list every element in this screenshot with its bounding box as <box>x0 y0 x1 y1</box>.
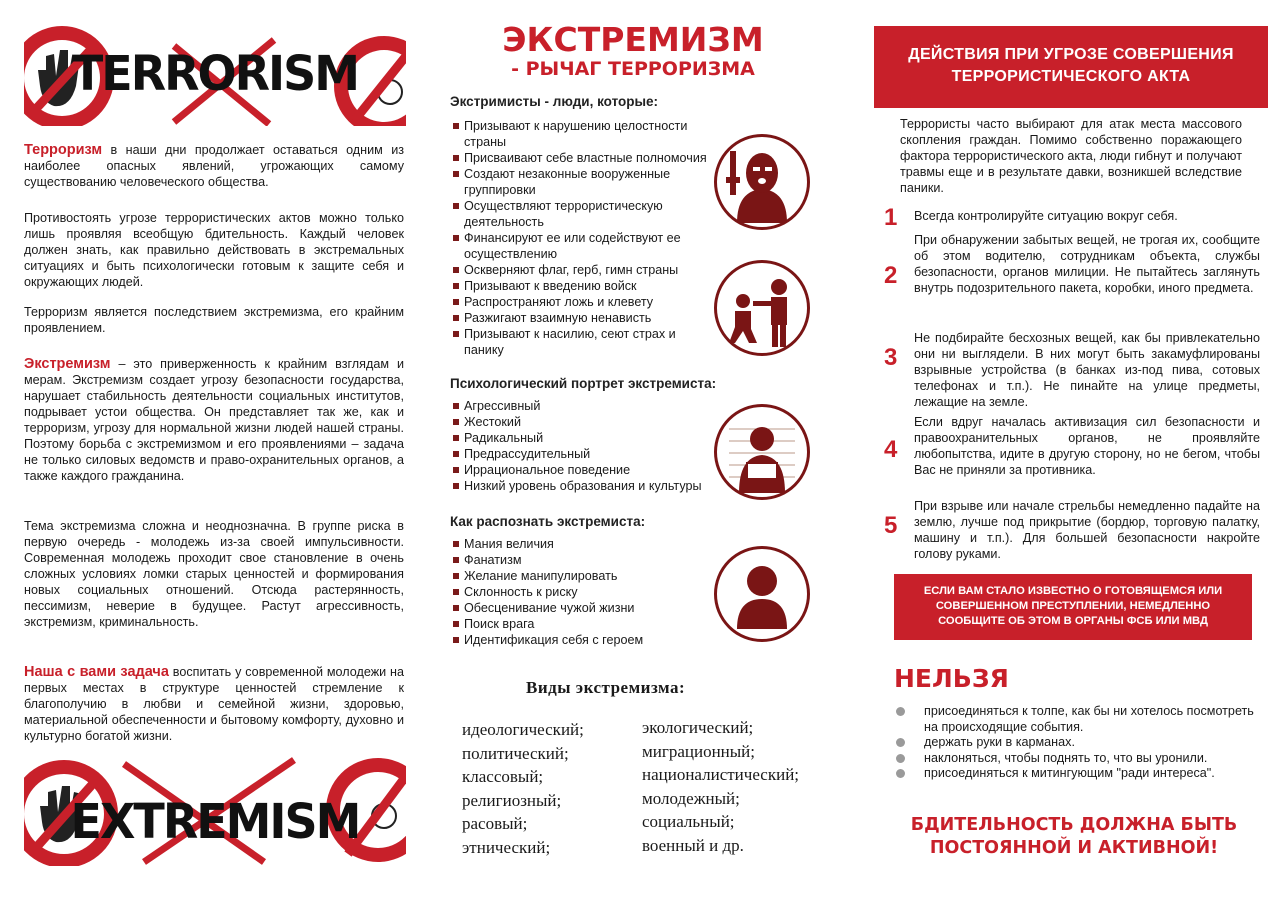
list-item: Предрассудительный <box>452 446 714 462</box>
list-item: Поиск врага <box>452 616 714 632</box>
list-item: Жестокий <box>452 414 714 430</box>
extremism-type: этнический; <box>462 837 551 857</box>
step-text: Всегда контролируйте ситуацию вокруг себя. <box>914 209 1178 223</box>
extremism-type: националистический; <box>642 765 800 784</box>
paragraph-our-task: Наша с вами задача воспитать у современной молодежи на первых местах в структуре ценностей стремление к благополучию в любви и семейной жизни, здоровью, материальной обеспеченности и бытовому комфорту, духовно и культурно богатой жизни. <box>24 664 405 743</box>
paragraph-terrorism-intro: Терроризм в наши дни продолжает оставаться одним из наиболее опасных явлений, угрожающих самому существованию человеческого общества. <box>24 142 404 189</box>
list-item: Финансируют ее или содействуют ее осуществлению <box>452 230 714 262</box>
paragraph-youth: Тема экстремизма сложна и неоднозначна. В группе риска в первую очередь - молодежь из-за своей импульсивности. Современная молодежь проходит свое становление в очень сложных условиях ломки старых ценностей и формирования новых социальных отношений. Отсюда растерянность, пессимизм, неверие в будущее. Растут агрессивность, экстремизм, криминальность. <box>24 519 404 629</box>
step-text: При обнаружении забытых вещей, не трогая их, сообщите об этом водителю, сотрудникам объекта, службы безопасности, органов милиции. Не пытайтесь заглянуть внутрь подозрительного пакета, коробки, иного предмета. <box>914 233 1260 295</box>
extremism-type: экологический; <box>642 718 754 737</box>
extremism-banner <box>24 754 406 866</box>
heading-forbidden: НЕЛЬЗЯ <box>894 664 1009 693</box>
list-item: Обесценивание чужой жизни <box>452 600 714 616</box>
list-item: Иррациональное поведение <box>452 462 714 478</box>
step-text: При взрыве или начале стрельбы немедленно падайте на землю, лучше под прикрытие (бордюр, торговую палатку, машину и т.п.). Для большей безопасности накройте голову руками. <box>914 499 1260 561</box>
list-item: Присваивают себе властные полномочия <box>452 150 714 166</box>
list-item: Мания величия <box>452 536 714 552</box>
list-item: Призывают к нарушению целостности страны <box>452 118 714 150</box>
extremism-type: социальный; <box>642 812 735 831</box>
banner-word-extremism: EXTREMISM <box>70 792 360 850</box>
terrorism-banner <box>24 26 406 126</box>
title-extremism: ЭКСТРЕМИЗМ <box>502 20 764 59</box>
heading-psych-portrait: Психологический портрет экстремиста: <box>450 376 717 391</box>
step-number: 3 <box>884 344 898 371</box>
paragraph-vigilance: Противостоять угрозе террористических актов можно только лишь проявляя всеобщую бдительность. Каждый человек должен знать, как правильно действовать в экстремальных ситуациях и быть психологически готовым к защите себя и окружающих людей. <box>24 211 404 289</box>
extremism-type: расовый; <box>462 814 528 833</box>
extremism-type: миграционный; <box>642 741 756 761</box>
types-list-left <box>462 718 584 859</box>
heading-types: Виды экстремизма: <box>526 678 686 697</box>
list-forbidden <box>894 704 1264 782</box>
list-item: Идентификация себя с героем <box>452 632 714 648</box>
list-item: Оскверняют флаг, герб, гимн страны <box>452 262 714 278</box>
list-item: Призывают к введению войск <box>452 278 714 294</box>
extremism-type: молодежный; <box>642 788 740 808</box>
list-item: Призывают к насилию, сеют страх и панику <box>452 326 714 358</box>
extremism-type: идеологический; <box>462 720 584 739</box>
list-item: присоединяться к толпе, как бы ни хотелось посмотреть на происходящие события. <box>894 704 1264 735</box>
list-item: Радикальный <box>452 430 714 446</box>
list-item: Агрессивный <box>452 398 714 414</box>
list-item: наклоняться, чтобы поднять то, что вы уронили. <box>894 751 1264 767</box>
list-recognize <box>452 536 714 648</box>
list-item: Разжигают взаимную ненависть <box>452 310 714 326</box>
list-psych-portrait <box>452 398 714 494</box>
list-item: Склонность к риску <box>452 584 714 600</box>
footer-vigilance: БДИТЕЛЬНОСТЬ ДОЛЖНА БЫТЬ ПОСТОЯННОЙ И АКТИВНОЙ! <box>910 815 1238 858</box>
step-text: Не подбирайте бесхозных вещей, как бы привлекательно они ни выглядели. В них могут быть закамуфлированы взрывные устройства (в банках из-под пива, сотовых телефонах и т.п.). Не пинайте на улице предметы, лежащие на земле. <box>914 331 1260 409</box>
paragraph-intro-crowds: Террористы часто выбирают для атак места массового скопления граждан. Помимо собственно поражающего фактора террористического акта, люди гибнут и получают травмы еще и в результате давки, возникшей вследствие паники. <box>900 117 1242 195</box>
list-item: держать руки в карманах. <box>894 735 1264 751</box>
banner-word-terrorism: TERRORISM <box>71 44 359 102</box>
subtitle-lever: - РЫЧАГ ТЕРРОРИЗМА <box>511 58 755 80</box>
step-number: 4 <box>884 436 898 463</box>
middle-column <box>448 0 838 905</box>
heading-recognize: Как распознать экстремиста: <box>450 514 646 529</box>
right-column <box>874 0 1268 905</box>
list-extremists-actions <box>452 118 714 358</box>
list-item: Распространяют ложь и клевету <box>452 294 714 310</box>
step-number: 5 <box>884 512 898 539</box>
list-item: Создают незаконные вооруженные группировки <box>452 166 714 198</box>
left-column <box>24 0 406 905</box>
list-item: Желание манипулировать <box>452 568 714 584</box>
heading-extremists-are: Экстримисты - люди, которые: <box>450 94 659 109</box>
extremism-type: военный и др. <box>642 835 744 855</box>
paragraph-consequence: Терроризм является последствием экстремизма, его крайним проявлением. <box>24 305 404 335</box>
step-number: 2 <box>884 262 898 289</box>
header-actions-threat: ДЕЙСТВИЯ ПРИ УГРОЗЕ СОВЕРШЕНИЯ ТЕРРОРИСТИЧЕСКОГО АКТА <box>874 26 1268 108</box>
notice-report-crime: ЕСЛИ ВАМ СТАЛО ИЗВЕСТНО О ГОТОВЯЩЕМСЯ ИЛИ СОВЕРШЕННОМ ПРЕСТУПЛЕНИИ, НЕМЕДЛЕННО СООБЩИТЕ ОБ ЭТОМ В ОРГАНЫ ФСБ ИЛИ МВД <box>894 574 1252 640</box>
list-item: Низкий уровень образования и культуры <box>452 478 714 494</box>
types-list-right <box>642 716 799 857</box>
threat-figures-icon <box>714 260 810 356</box>
extremism-type: классовый; <box>462 767 544 786</box>
list-item: присоединяться к митингующим "ради интереса". <box>894 766 1264 782</box>
list-item: Фанатизм <box>452 552 714 568</box>
gunman-icon <box>714 134 810 230</box>
term-our-task: Наша с вами задача <box>24 664 169 680</box>
extremism-type: религиозный; <box>462 790 562 810</box>
step-text: Если вдруг началась активизация сил безопасности и правоохранительных органов, не проявляйте любопытства, идите в другую сторону, но не бегом, чтобы Вас не приняли за противника. <box>914 415 1260 477</box>
extremism-type: политический; <box>462 743 569 763</box>
person-silhouette-icon <box>714 546 810 642</box>
term-terrorism: Терроризм <box>24 142 103 158</box>
term-extremism: Экстремизм <box>24 356 111 372</box>
paragraph-extremism-definition: Экстремизм – это приверженность к крайним взглядам и мерам. Экстремизм создает угрозу безопасности государства, нарушает стабильность деятельности социальных институтов, подрывает устои общества. Он представляет так же, как и терроризм, угрозу для нормальной жизни людей нашей страны. Поэтому борьба с экстремизмом и его проявлениями – задача не только силовых ведомств и право-охранительных органов, а также каждого гражданина. <box>24 356 404 483</box>
mugshot-icon <box>714 404 810 500</box>
list-item: Осуществляют террористическую деятельность <box>452 198 714 230</box>
step-number: 1 <box>884 204 898 231</box>
